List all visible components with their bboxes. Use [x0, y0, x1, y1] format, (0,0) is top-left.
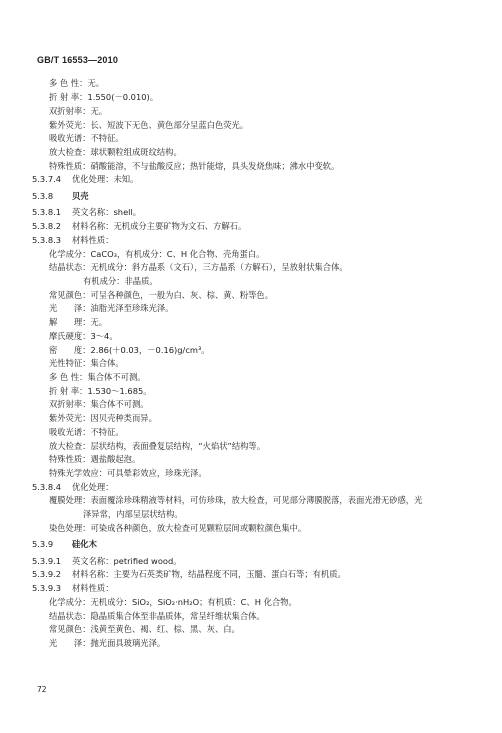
text-line: 光 泽：抛光面具玻璃光泽。	[49, 638, 166, 649]
text-line: 密 度：2.86(＋0.03，－0.16)g/cm³。	[49, 344, 210, 355]
text-line: 覆膜处理：表面覆涂珍珠精液等材料，可仿珍珠，放大检查，可见部分薄膜脱落，表面光滑无砂感，光	[49, 495, 423, 506]
text-line: 结晶状态：隐晶质集合体至非晶质体，常呈纤维状集合体。	[49, 610, 265, 621]
section-number: 5.3.9.1	[32, 555, 62, 566]
section-number: 5.3.8.4	[32, 481, 62, 492]
section-text: 材料名称：无机成分主要矿物为文石、方解石。	[72, 221, 247, 232]
section-number: 5.3.8	[32, 190, 54, 201]
text-line: 放大检查：球状颗粒组成斑纹结构。	[49, 147, 182, 158]
section-heading	[32, 190, 89, 202]
subsection-line	[32, 173, 138, 185]
text-line: 特殊光学效应：可具晕彩效应，珍珠光泽。	[49, 467, 207, 478]
section-text: 优化处理：未知。	[72, 174, 139, 185]
section-number: 5.3.9.2	[32, 569, 62, 580]
subsection-line	[32, 568, 346, 580]
text-line: 折 射 率：1.530～1.685。	[49, 385, 152, 396]
section-number: 5.3.9.3	[32, 583, 62, 594]
text-line: 常见颜色：浅黄至黄色、褐、红、棕、黑、灰、白。	[49, 624, 240, 635]
subsection-line	[32, 234, 114, 246]
text-line: 多 色 性：集合体不可测。	[49, 371, 146, 382]
text-line: 吸收光谱：不特征。	[49, 133, 124, 144]
text-line: 紫外荧光：因贝壳种类而异。	[49, 413, 157, 424]
subsection-line	[32, 220, 246, 232]
text-line: 结晶状态：无机成分：斜方晶系（文石），三方晶系（方解石），呈放射状集合体。	[49, 262, 348, 273]
text-line: 光性特征：集合体。	[49, 358, 124, 369]
text-line: 放大检查：层状结构，表面叠复层结构，“火焰状”结构等。	[49, 440, 266, 451]
text-line: 有机成分：非晶质。	[83, 275, 158, 286]
text-line: 吸收光谱：不特征。	[49, 426, 124, 437]
text-line: 泽异常，内部呈层状结构。	[83, 509, 183, 520]
text-line: 多 色 性：无。	[49, 78, 105, 89]
subsection-line	[32, 555, 182, 567]
section-text: 硅化木	[72, 539, 97, 550]
page-number: 72	[37, 685, 47, 694]
text-line: 紫外荧光：长、短波下无色、黄色部分呈蓝白色荧光。	[49, 119, 249, 130]
text-line: 特殊性质：遇盐酸起泡。	[49, 454, 141, 465]
text-line: 光 泽：油脂光泽至珍珠光泽。	[49, 303, 174, 314]
text-line: 染色处理：可染成各种颜色，放大检查可见颗粒层间或颗粒颜色集中。	[49, 522, 307, 533]
subsection-line	[32, 582, 114, 594]
text-line: 特殊性质：硝酸能溶，不与盐酸反应；热针能熔，具头发烧焦味；沸水中变软。	[49, 160, 340, 171]
text-line: 常见颜色：可呈各种颜色，一般为白、灰、棕、黄、粉等色。	[49, 289, 274, 300]
section-text: 材料性质：	[72, 234, 114, 245]
text-line: 双折射率：无。	[49, 105, 108, 116]
text-line: 化学成分：无机成分：SiO₂，SiO₂·nH₂O；有机质：C、H 化合物。	[49, 596, 297, 607]
text-line: 解 理：无。	[49, 317, 108, 328]
section-text: 英文名称：shell。	[72, 207, 142, 218]
standard-header: GB/T 16553—2010	[37, 55, 119, 65]
section-text: 优化处理：	[72, 481, 114, 492]
section-number: 5.3.8.3	[32, 234, 62, 245]
section-text: 英文名称：petrified wood。	[72, 555, 182, 566]
section-text: 材料名称：主要为石英类矿物，结晶程度不同，玉髓、蛋白石等；有机质。	[72, 569, 346, 580]
section-number: 5.3.8.1	[32, 207, 62, 218]
text-line: 折 射 率：1.550(－0.010)。	[49, 92, 159, 103]
section-number: 5.3.9	[32, 539, 54, 550]
section-number: 5.3.8.2	[32, 221, 62, 232]
section-heading	[32, 538, 97, 550]
section-text: 材料性质：	[72, 583, 114, 594]
section-text: 贝壳	[72, 190, 89, 201]
subsection-line	[32, 206, 141, 218]
text-line: 双折射率：集合体不可测。	[49, 399, 149, 410]
text-line: 摩氏硬度：3～4。	[49, 330, 118, 341]
text-line: 化学成分：CaCO₃，有机成分：C、H 化合物、壳角蛋白。	[49, 248, 265, 259]
section-number: 5.3.7.4	[32, 174, 62, 185]
subsection-line	[32, 481, 114, 493]
